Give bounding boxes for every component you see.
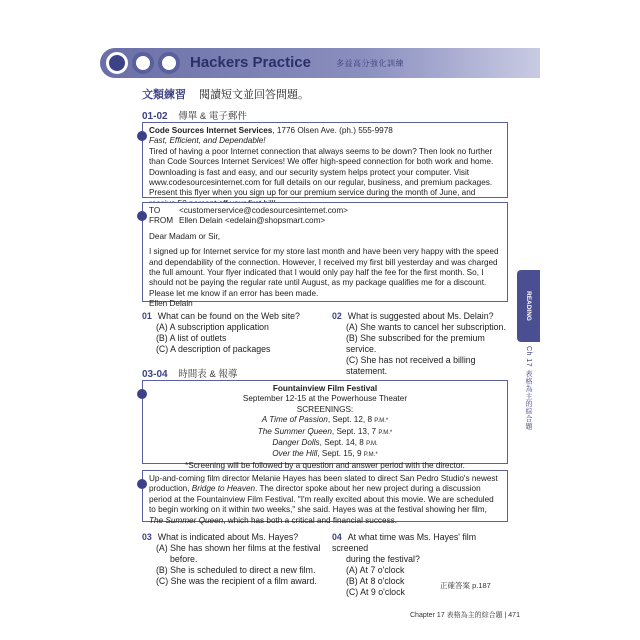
email-greeting: Dear Madam or Sir, <box>149 231 220 241</box>
question-03 <box>142 532 332 587</box>
screening-item: Over the Hill, Sept. 15, 9 P.M.* <box>272 449 378 459</box>
chapter-side-label: Ch 17 表格為主的綜合題 <box>525 346 532 430</box>
question-number: 02 <box>332 311 342 321</box>
flyer-address: , 1776 Olsen Ave. (ph.) 555-9978 <box>272 126 393 135</box>
banner-ring-icon <box>132 52 154 74</box>
screenings-label: SCREENINGS: <box>296 404 354 414</box>
flyer-body: Tired of having a poor Internet connection that always seems to be down? Then look no further than Code Sources Internet Services! We offer high-speed connection for both work and home. Downloading is fast and easy, and our security system helps protect your computer. Visit www.codesourcesinternet.com for full details on our regular, business, and premium packages. Present this flyer when you sign up for our premium service during the month of June, and <box>149 146 494 198</box>
article-text: Up-and-coming film director Melanie Hayes has been slated to direct San Pedro Studio's newest production, <box>149 474 498 494</box>
festival-title: Fountainview Film Festival <box>272 384 378 393</box>
part-heading-01-02 <box>142 108 247 122</box>
article-text: , which has both a critical and financial success. <box>223 515 398 525</box>
email-from-label: FROM <box>149 216 174 226</box>
passage-marker-icon <box>137 389 147 399</box>
part-number: 01-02 <box>142 111 168 122</box>
option-a: (A) She wants to cancel her subscription. <box>346 322 506 332</box>
email-to-value: <customerservice@codesourcesinternet.com> <box>179 206 348 215</box>
section-tag: 文類練習 <box>142 89 186 101</box>
option-b: (B) She subscribed for the premium service. <box>346 333 485 354</box>
email-signature: Ellen Delain <box>149 299 193 309</box>
email-from-value: Ellen Delain <edelain@shopsmart.com> <box>179 216 326 226</box>
option-b: (B) At 8 o'clock <box>346 576 405 586</box>
flyer-slogan: Fast, Efficient, and Dependable! <box>149 136 266 146</box>
flyer-company: Code Sources Internet Services <box>149 126 273 135</box>
option-b: (B) She is scheduled to direct a new film. <box>156 565 316 575</box>
question-01 <box>142 311 332 355</box>
screening-item: Danger Dolls, Sept. 14, 8 P.M. <box>272 438 378 448</box>
section-instruction: 閱讀短文並回答問題。 <box>199 89 310 101</box>
question-text: At what time was Ms. Hayes' film screened <box>332 532 477 553</box>
part-label: 時間表 & 報導 <box>178 369 238 380</box>
flyer-box <box>142 122 508 198</box>
passage-marker-icon <box>137 131 147 141</box>
section-heading <box>142 86 309 102</box>
part-number: 03-04 <box>142 369 168 380</box>
banner-ring-icon <box>158 52 180 74</box>
option-a-cont: before. <box>170 554 198 564</box>
practice-banner <box>100 48 540 78</box>
part-heading-03-04 <box>142 366 237 380</box>
article-film-title: The Summer Queen <box>149 515 224 525</box>
banner-title: Hackers Practice <box>190 54 311 71</box>
screening-item: A Time of Passion, Sept. 12, 8 P.M.* <box>261 415 389 425</box>
question-number: 04 <box>332 532 342 542</box>
option-c: (C) A description of packages <box>156 344 271 354</box>
email-body: I signed up for Internet service for my store last month and have been very happy with the speed and dependability of the connection. However, I received my first bill yesterday and was charged the full amount. Your flyer indicated that I would only pay half the fee for the first month. So, I should not be paying the regular rate until August, as my package qualifies me for a discount. Please let me know if an error has been made. <box>149 247 499 298</box>
question-text: What is indicated about Ms. Hayes? <box>157 532 299 542</box>
part-label: 傳單 & 電子郵件 <box>178 111 247 122</box>
question-number: 03 <box>142 532 152 542</box>
email-box <box>142 202 508 309</box>
option-b: (B) A list of outlets <box>156 333 227 343</box>
option-a: (A) At 7 o'clock <box>346 565 405 575</box>
answer-reference: 正確答案 p.187 <box>440 581 491 590</box>
festival-schedule-box <box>142 380 508 470</box>
article-text: . The director spoke about her new project during a discussion period at the Fountainview Film Festival. "I'm really excited about this movie. We are scheduled to begin working on it within two weeks," she said. Hayes was at the festival showing her film, <box>149 484 494 515</box>
option-c: (C) She has not received a billing statement. <box>346 355 476 376</box>
question-text-cont: during the festival? <box>346 554 420 564</box>
question-text: What can be found on the Web site? <box>157 311 300 321</box>
question-text: What is suggested about Ms. Delain? <box>347 311 494 321</box>
article-film-title: Bridge to Heaven <box>191 484 256 494</box>
festival-dates: September 12-15 at the Powerhouse Theater <box>242 394 408 404</box>
option-c: (C) She was the recipient of a film award. <box>156 576 317 586</box>
option-a: (A) A subscription application <box>156 322 269 332</box>
banner-subtitle: 多益高分強化訓練 <box>336 59 404 68</box>
banner-dot-icon <box>106 52 128 74</box>
passage-marker-icon <box>137 479 147 489</box>
article-box <box>142 470 508 525</box>
email-to-label: TO <box>149 206 161 215</box>
option-a: (A) She has shown her films at the festival <box>156 543 321 553</box>
question-number: 01 <box>142 311 152 321</box>
passage-marker-icon <box>137 211 147 221</box>
screening-item: The Summer Queen, Sept. 13, 7 P.M.* <box>257 426 393 436</box>
option-c: (C) At 9 o'clock <box>346 587 405 597</box>
question-02 <box>332 311 512 377</box>
festival-note: *Screening will be followed by a question and answer period with the director. <box>185 460 465 470</box>
reading-side-tab: READING <box>517 270 540 342</box>
page-footer: Chapter 17 表格為主的綜合題 | 471 <box>410 612 520 619</box>
